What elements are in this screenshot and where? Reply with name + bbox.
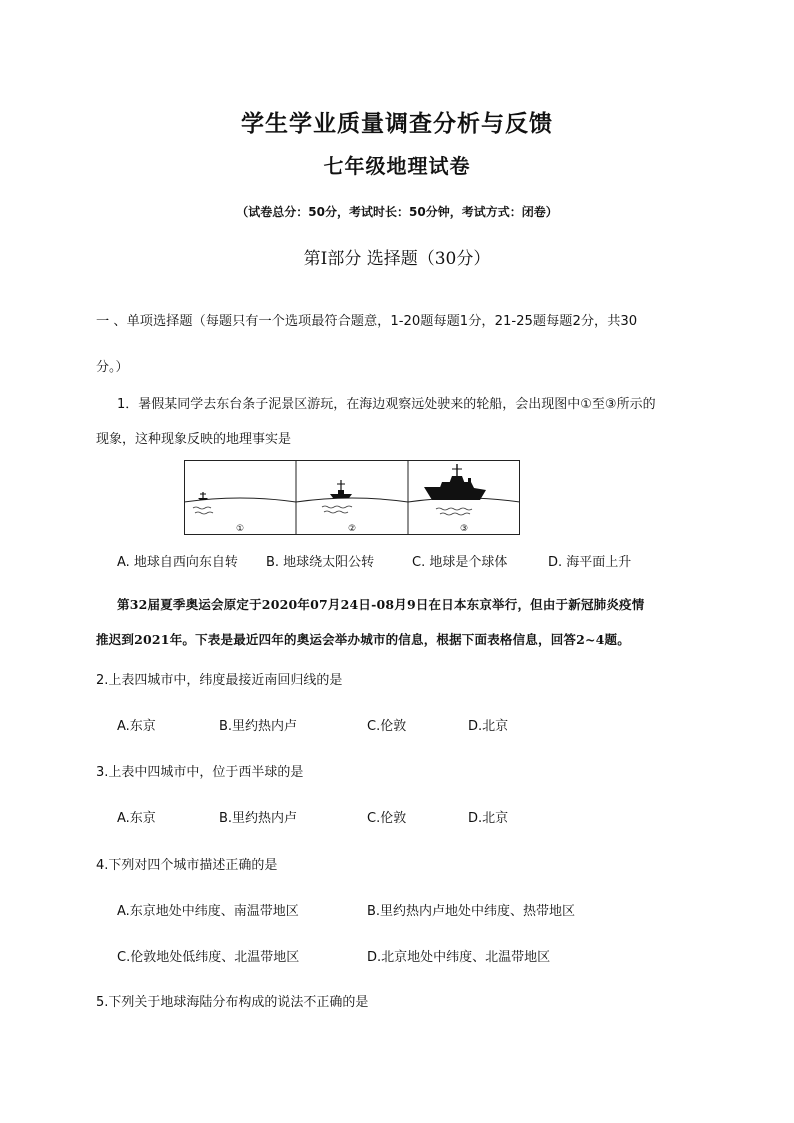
figure-label-2: ② — [347, 524, 357, 534]
q1-stem-line2: 现象，这种现象反映的地理事实是 — [96, 432, 292, 447]
figure-label-3: ③ — [459, 524, 469, 534]
ship-horizon-figure — [184, 460, 520, 535]
q1-option-c[interactable]: C. 地球是个球体 — [412, 555, 508, 570]
q1-option-a[interactable]: A. 地球自西向东自转 — [117, 555, 238, 570]
exam-info: （试卷总分：50分，考试时长：50分钟，考试方式：闭卷） — [236, 205, 558, 219]
figure-label-1: ① — [235, 524, 245, 534]
q3-option-c[interactable]: C.伦敦 — [367, 811, 407, 826]
q2-option-d[interactable]: D.北京 — [468, 719, 509, 734]
q4-option-b[interactable]: B.里约热内卢地处中纬度、热带地区 — [367, 904, 576, 919]
q4-option-d[interactable]: D.北京地处中纬度、北温带地区 — [367, 950, 551, 965]
q1-option-d[interactable]: D. 海平面上升 — [548, 555, 632, 570]
q3-stem: 3.上表中四城市中，位于西半球的是 — [96, 765, 304, 780]
q3-option-d[interactable]: D.北京 — [468, 811, 509, 826]
q2-option-c[interactable]: C.伦敦 — [367, 719, 407, 734]
section-heading-cont: 分。） — [96, 360, 129, 375]
q1-stem-line1: 1．暑假某同学去东台条子泥景区游玩，在海边观察远处驶来的轮船，会出现图中①至③所示的 — [117, 397, 656, 412]
q5-stem: 5.下列关于地球海陆分布构成的说法不正确的是 — [96, 995, 369, 1010]
q1-option-b[interactable]: B. 地球绕太阳公转 — [266, 555, 375, 570]
exam-subtitle: 七年级地理试卷 — [323, 154, 471, 178]
q3-option-b[interactable]: B.里约热内卢 — [219, 811, 298, 826]
intro-line2: 推迟到2021年。下表是最近四年的奥运会举办城市的信息，根据下面表格信息，回答2~4题。 — [96, 632, 630, 647]
q2-option-a[interactable]: A.东京 — [117, 719, 156, 734]
q4-stem: 4.下列对四个城市描述正确的是 — [96, 858, 278, 873]
q4-option-c[interactable]: C.伦敦地处低纬度、北温带地区 — [117, 950, 300, 965]
q3-option-a[interactable]: A.东京 — [117, 811, 156, 826]
intro-line1: 第32届夏季奥运会原定于2020年07月24日-08月9日在日本东京举行，但由于新冠肺炎疫情 — [117, 597, 645, 612]
section-heading: 一 、单项选择题（每题只有一个选项最符合题意，1-20题每题1分，21-25题每题2分，共30 — [96, 314, 638, 329]
q2-stem: 2.上表四城市中，纬度最接近南回归线的是 — [96, 673, 343, 688]
q2-option-b[interactable]: B.里约热内卢 — [219, 719, 298, 734]
q4-option-a[interactable]: A.东京地处中纬度、南温带地区 — [117, 904, 299, 919]
part-title: 第Ⅰ部分 选择题（30分） — [303, 249, 491, 269]
exam-title: 学生学业质量调查分析与反馈 — [241, 110, 553, 137]
